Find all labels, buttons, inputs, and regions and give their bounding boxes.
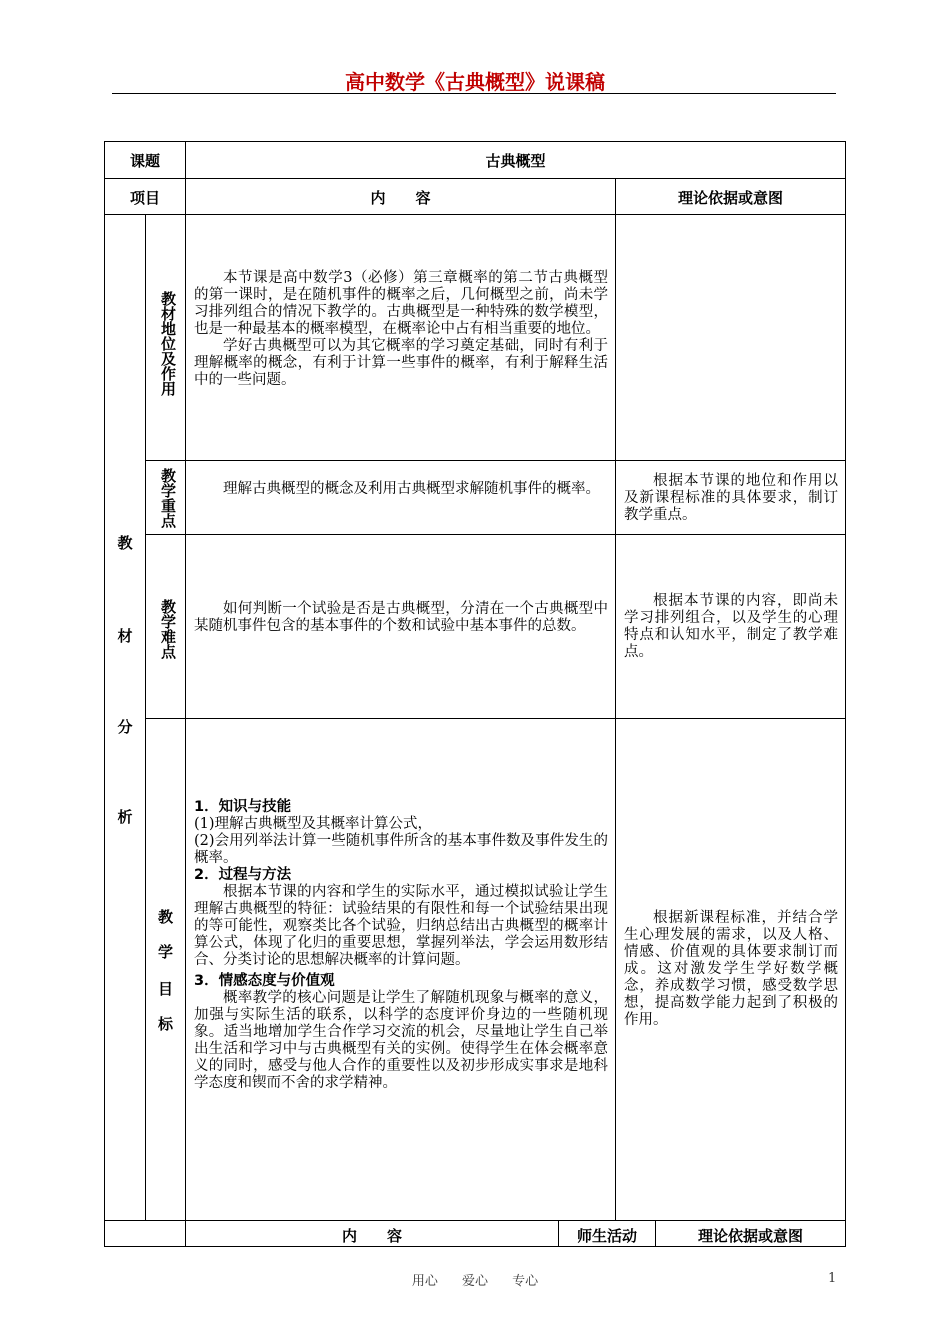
page-number: 1 (828, 1271, 837, 1286)
difficulties-content (194, 601, 608, 635)
paragraph: 如何判断一个试验是否是古典概型，分清在一个古典概型中某随机事件包含的基本事件的个数和试验中基本事件的总数。 (194, 601, 608, 634)
footer-word: 用心 (411, 1274, 438, 1289)
bottom-header-activity: 师生活动 (576, 1227, 637, 1245)
group-label-char: 教 (117, 534, 133, 552)
group-label-char: 析 (117, 808, 133, 826)
page-footer (0, 1270, 950, 1289)
row-label-difficulties: 教学难点 (159, 599, 177, 659)
row-label-objectives-char: 教 (157, 908, 173, 926)
header-content: 内 容 (370, 189, 431, 207)
objective-line: (2)会用列举法计算一些随机事件所含的基本事件数及事件发生的概率。 (194, 833, 608, 866)
header-rationale: 理论依据或意图 (677, 189, 783, 207)
paragraph: 本节课是高中数学3（必修）第三章概率的第二节古典概型的第一课时，是在随机事件的概率之后，几何概型之前，尚未学习排列组合的情况下教学的。古典概型是一种特殊的数学模型，也是一种最基本的概率模型，在概率论中占有相当重要的地位。 (194, 270, 608, 337)
objectives-content (194, 799, 608, 1092)
group-label-char: 分 (117, 718, 133, 736)
row-label-objectives-char: 学 (157, 943, 173, 961)
document-title: 高中数学《古典概型》说课稿 (345, 70, 605, 94)
objective-line: (1)理解古典概型及其概率计算公式， (194, 816, 433, 832)
objective-paragraph: 概率教学的核心问题是让学生了解随机现象与概率的意义，加强与实际生活的联系，以科学的态度评价身边的一些随机现象。适当地增加学生合作学习交流的机会，尽量地让学生自己举出生活和学习中与古典概型有关的实例。使得学生在体会概率意义的同时，感受与他人合作的重要性以及初步形成实事求是地科学态度和锲而不舍的求学精神。 (194, 990, 608, 1091)
footer-word: 爱心 (461, 1274, 488, 1289)
group-label-char: 材 (117, 627, 133, 645)
bottom-header-content: 内 容 (341, 1227, 402, 1245)
topic-value: 古典概型 (485, 152, 546, 170)
title-underline (112, 93, 836, 94)
row-label-objectives-char: 目 (157, 980, 173, 998)
header-item: 项目 (129, 189, 160, 207)
objectives-rationale: 根据新课程标准，并结合学生心理发展的需求，以及人格、情感、价值观的具体要求制订而成。这对激发学生学好数学概念，养成数学习惯，感受数学思想，提高数学能力起到了积极的作用。 (624, 910, 838, 1028)
section-heading: 3．情感态度与价值观 (194, 973, 335, 989)
row-label-key-points: 教学重点 (159, 468, 177, 528)
topic-label: 课题 (129, 152, 160, 170)
footer-word: 专心 (512, 1274, 539, 1289)
paragraph: 学好古典概型可以为其它概率的学习奠定基础，同时有利于理解概率的概念，有利于计算一些事件的概率，有利于解释生活中的一些问题。 (194, 338, 608, 388)
key-points-rationale: 根据本节课的地位和作用以及新课程标准的具体要求，制订教学重点。 (624, 473, 838, 523)
key-points-content (194, 481, 608, 498)
paragraph: 理解古典概型的概念及利用古典概型求解随机事件的概率。 (223, 481, 600, 497)
bottom-header-rationale: 理论依据或意图 (697, 1227, 803, 1245)
section-heading: 2．过程与方法 (194, 867, 292, 883)
position-role-content (194, 270, 608, 389)
section-heading: 1．知识与技能 (194, 799, 292, 815)
difficulties-rationale: 根据本节课的内容，即尚未学习排列组合，以及学生的心理特点和认知水平，制定了教学难点。 (624, 593, 838, 660)
row-label-objectives-char: 标 (157, 1015, 173, 1033)
row-label-position-role: 教材地位及作用 (159, 290, 177, 396)
objective-paragraph: 根据本节课的内容和学生的实际水平，通过模拟试验让学生理解古典概型的特征：试验结果的有限性和每一个试验结果出现的等可能性，观察类比各个试验，归纳总结出古典概型的概率计算公式，体现了化归的重要思想，掌握列举法，学会运用数形结合、分类讨论的思想解决概率的计算问题。 (194, 884, 608, 968)
